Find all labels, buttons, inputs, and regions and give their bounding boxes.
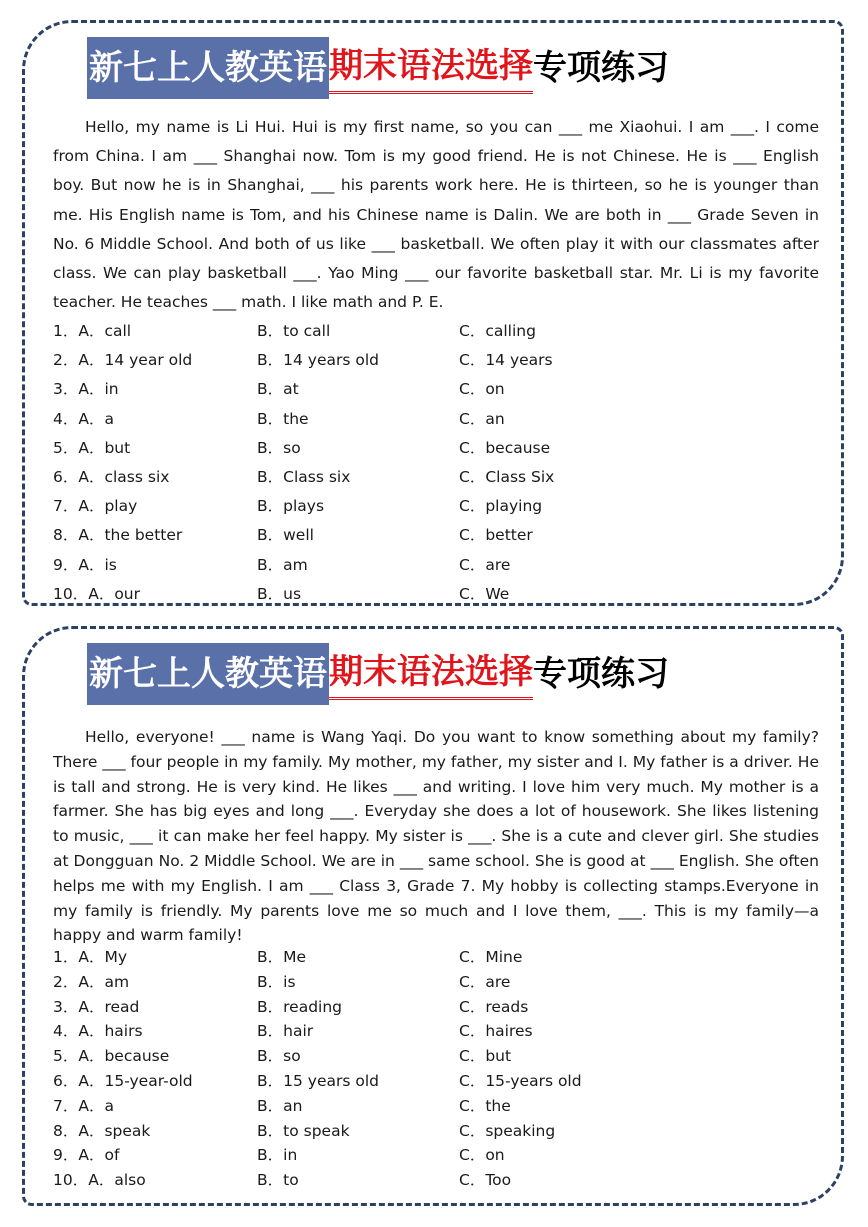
question-row (53, 1019, 819, 1044)
card-title (87, 37, 669, 99)
question-row (53, 945, 819, 970)
question-row (53, 346, 819, 375)
option-b: B．14 years old (257, 351, 379, 370)
question-row (53, 317, 819, 346)
option-c: C．Class Six (459, 467, 555, 486)
title-part-black: 专项练习 (533, 654, 669, 694)
option-a: 2．A．am (53, 972, 130, 991)
option-a: 8．A．speak (53, 1121, 151, 1140)
question-row (53, 1168, 819, 1193)
question-row (53, 1143, 819, 1168)
question-row (53, 580, 819, 609)
title-part-red: 期末语法选择 (329, 647, 533, 700)
option-b: B．us (257, 584, 302, 603)
question-row (53, 375, 819, 404)
option-c: C．calling (459, 322, 536, 340)
question-row (53, 1044, 819, 1069)
option-c: C．are (459, 972, 511, 991)
option-a: 9．A．is (53, 555, 117, 574)
question-row (53, 521, 819, 550)
title-part-blue: 新七上人教英语 (87, 37, 329, 99)
question-row (53, 1094, 819, 1119)
option-a: 4．A．hairs (53, 1022, 143, 1041)
option-b: B．so (257, 438, 301, 457)
title-part-blue: 新七上人教英语 (87, 643, 329, 705)
option-b: B．Me (257, 948, 307, 966)
option-a: 3．A．in (53, 380, 119, 399)
option-c: C．on (459, 380, 505, 399)
option-c: C．better (459, 526, 533, 545)
option-a: 10．A．our (53, 584, 141, 603)
option-a: 2．A．14 year old (53, 351, 193, 370)
option-a: 10．A．also (53, 1171, 146, 1190)
option-c: C．15-years old (459, 1071, 582, 1090)
question-row (53, 463, 819, 492)
option-b: B．an (257, 1096, 303, 1115)
option-c: C．Too (459, 1171, 512, 1190)
option-a: 1．A．My (53, 948, 128, 966)
option-b: B．the (257, 409, 309, 428)
option-b: B．at (257, 380, 299, 399)
option-a: 1．A．call (53, 322, 132, 340)
option-a: 5．A．but (53, 438, 131, 457)
option-b: B．reading (257, 997, 343, 1016)
option-c: C．haires (459, 1022, 533, 1041)
option-a: 8．A．the better (53, 526, 183, 545)
title-part-red: 期末语法选择 (329, 41, 533, 94)
option-b: B．so (257, 1047, 301, 1066)
option-c: C．the (459, 1096, 511, 1115)
option-c: C．We (459, 584, 510, 603)
exercise-card-1 (22, 20, 844, 606)
option-a: 3．A．read (53, 997, 140, 1016)
option-c: C．but (459, 1047, 512, 1066)
passage-text: Hello, my name is Li Hui. Hui is my first name, so you can ___ me Xiaohui. I am ___. I come from China. I am ___ Shanghai now. Tom is my good friend. He is not Chinese. He is ___ English boy. But now he is in Shanghai, ___ his parents work here. He is thirteen, so he is younger than me. His English name is Tom, and his Chinese name is Dalin. We are both in ___ Grade Seven in No. 6 Middle School. And both of us like ___ basketball. We often play it with our classmates after class. We can play basketball ___. Yao Ming ___ our favorite basketball star. Mr. Li is my favorite teacher. He teaches ___ math. I like math and P. E. (53, 118, 819, 312)
option-c: C．because (459, 438, 551, 457)
option-c: C．Mine (459, 948, 523, 966)
option-a: 6．A．15-year-old (53, 1071, 193, 1090)
option-a: 6．A．class six (53, 467, 170, 486)
question-row (53, 1069, 819, 1094)
option-b: B．to call (257, 322, 331, 340)
option-b: B．15 years old (257, 1071, 379, 1090)
option-b: B．is (257, 972, 296, 991)
option-a: 5．A．because (53, 1047, 170, 1066)
option-b: B．plays (257, 497, 325, 516)
option-c: C．on (459, 1146, 505, 1165)
option-c: C．14 years (459, 351, 553, 370)
option-b: B．well (257, 526, 314, 545)
option-a: 7．A．a (53, 1096, 114, 1115)
option-c: C．are (459, 555, 511, 574)
option-a: 4．A．a (53, 409, 114, 428)
option-c: C．playing (459, 497, 543, 516)
question-row (53, 551, 819, 580)
options-list (53, 317, 819, 609)
option-b: B．hair (257, 1022, 314, 1041)
option-b: B．to (257, 1171, 299, 1190)
question-row (53, 970, 819, 995)
option-c: C．reads (459, 997, 529, 1016)
card-title (87, 643, 669, 705)
option-b: B．Class six (257, 467, 351, 486)
option-c: C．speaking (459, 1121, 556, 1140)
question-row (53, 1119, 819, 1144)
option-b: B．to speak (257, 1121, 350, 1140)
option-c: C．an (459, 409, 505, 428)
option-a: 9．A．of (53, 1146, 120, 1165)
passage-text: Hello, everyone! ___ name is Wang Yaqi. Do you want to know something about my family? There ___ four people in my family. My mother, my father, my sister and I. My father is a driver. He is tall and strong. He is very kind. He likes ___ and writing. I love him very much. My mother is a farmer. She has big eyes and long ___. Everyday she does a lot of housework. She likes listening to music, ___ it can make her feel happy. My sister is ___. She is a cute and clever girl. She studies at Dongguan No. 2 Middle School. We are in ___ same school. She is good at ___ English. She often helps me with my English. I am ___ Class 3, Grade 7. My hobby is collecting stamps.Everyone in my family is friendly. My parents love me so much and I love them, ___. This is my family—a happy and warm family! (53, 728, 819, 945)
question-row (53, 434, 819, 463)
option-a: 7．A．play (53, 497, 138, 516)
option-b: B．am (257, 555, 308, 574)
option-b: B．in (257, 1146, 298, 1165)
question-row (53, 995, 819, 1020)
options-list (53, 945, 819, 1193)
exercise-card-2 (22, 626, 844, 1206)
question-row (53, 492, 819, 521)
question-row (53, 405, 819, 434)
title-part-black: 专项练习 (533, 48, 669, 88)
